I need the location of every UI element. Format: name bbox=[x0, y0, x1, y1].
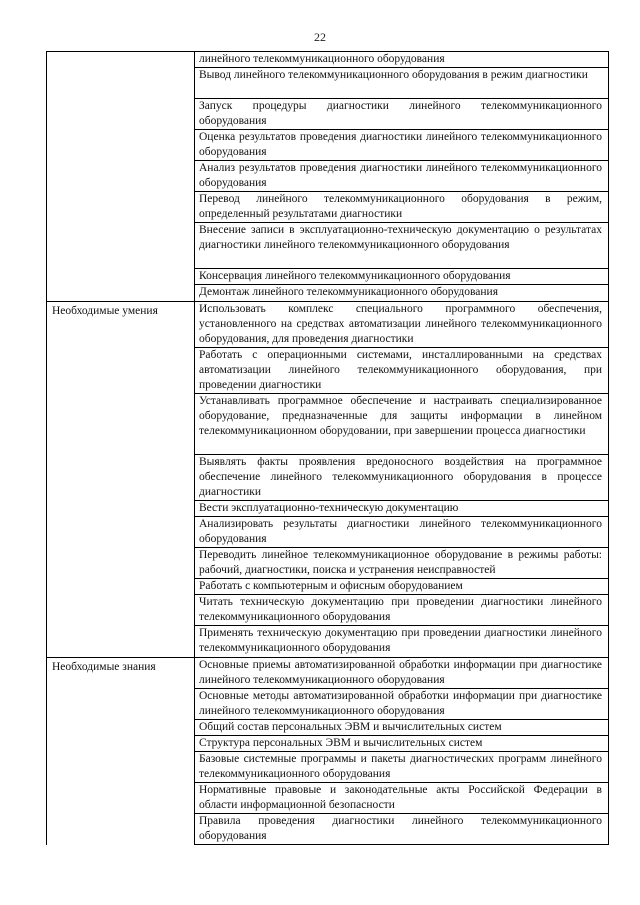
table-row: Оценка результатов проведения диагностики линейного телекоммуникационного оборудования bbox=[195, 130, 609, 161]
table-row: Читать техническую документацию при проведении диагностики линейного телекоммуникационного оборудования bbox=[195, 595, 609, 626]
section-label: Необходимые знания bbox=[47, 658, 195, 845]
table-row: Переводить линейное телекоммуникационное оборудование в режимы работы: рабочий, диагностики, поиска и устранения неисправностей bbox=[195, 548, 609, 579]
table-row: Основные методы автоматизированной обработки информации при диагностике линейного телекоммуникационного оборудования bbox=[195, 689, 609, 720]
table-row: Базовые системные программы и пакеты диагностических программ линейного телекоммуникационного оборудования bbox=[195, 752, 609, 783]
table-row: Демонтаж линейного телекоммуникационного оборудования bbox=[195, 285, 609, 301]
table-row: линейного телекоммуникационного оборудования bbox=[195, 52, 609, 68]
table-row: Применять техническую документацию при проведении диагностики линейного телекоммуникационного оборудования bbox=[195, 626, 609, 657]
table-row: Использовать комплекс специального программного обеспечения, установленного на средствах автоматизации линейного телекоммуникационного оборудования, для проведения диагностики bbox=[195, 302, 609, 348]
competency-table bbox=[46, 51, 609, 845]
section-rows bbox=[195, 52, 609, 301]
section-rows bbox=[195, 302, 609, 657]
table-row: Анализировать результаты диагностики линейного телекоммуникационного оборудования bbox=[195, 517, 609, 548]
table-row: Выявлять факты проявления вредоносного воздействия на программное обеспечение линейного телекоммуникационного оборудования в процессе диагностики bbox=[195, 455, 609, 501]
section-label bbox=[47, 52, 195, 301]
table-row: Работать с компьютерным и офисным оборудованием bbox=[195, 579, 609, 595]
table-row: Внесение записи в эксплуатационно-техническую документацию о результатах диагностики линейного телекоммуникационного оборудования bbox=[195, 223, 609, 269]
section-label: Необходимые умения bbox=[47, 302, 195, 657]
table-row: Консервация линейного телекоммуникационного оборудования bbox=[195, 269, 609, 285]
section-required-knowledge bbox=[47, 658, 609, 845]
table-row: Устанавливать программное обеспечение и настраивать специализированное оборудование, предназначенные для защиты информации в линейном телекоммуникационном оборудовании, при завершении процесса диагностики bbox=[195, 394, 609, 455]
table-row: Запуск процедуры диагностики линейного телекоммуникационного оборудования bbox=[195, 99, 609, 130]
table-row: Основные приемы автоматизированной обработки информации при диагностике линейного телекоммуникационного оборудования bbox=[195, 658, 609, 689]
table-row: Нормативные правовые и законодательные акты Российской Федерации в области информационной безопасности bbox=[195, 783, 609, 814]
table-row: Вывод линейного телекоммуникационного оборудования в режим диагностики bbox=[195, 68, 609, 99]
section-rows bbox=[195, 658, 609, 845]
table-row: Правила проведения диагностики линейного телекоммуникационного оборудования bbox=[195, 814, 609, 845]
table-row: Работать с операционными системами, инсталлированными на средствах автоматизации линейного телекоммуникационного оборудования, при проведении диагностики bbox=[195, 348, 609, 394]
section-required-skills bbox=[47, 302, 609, 658]
section-labor-actions bbox=[47, 52, 609, 302]
page-number: 22 bbox=[314, 30, 326, 44]
table-row: Структура персональных ЭВМ и вычислительных систем bbox=[195, 736, 609, 752]
table-row: Общий состав персональных ЭВМ и вычислительных систем bbox=[195, 720, 609, 736]
table-row: Анализ результатов проведения диагностики линейного телекоммуникационного оборудования bbox=[195, 161, 609, 192]
table-row: Вести эксплуатационно-техническую документацию bbox=[195, 501, 609, 517]
table-row: Перевод линейного телекоммуникационного оборудования в режим, определенный результатами диагностики bbox=[195, 192, 609, 223]
